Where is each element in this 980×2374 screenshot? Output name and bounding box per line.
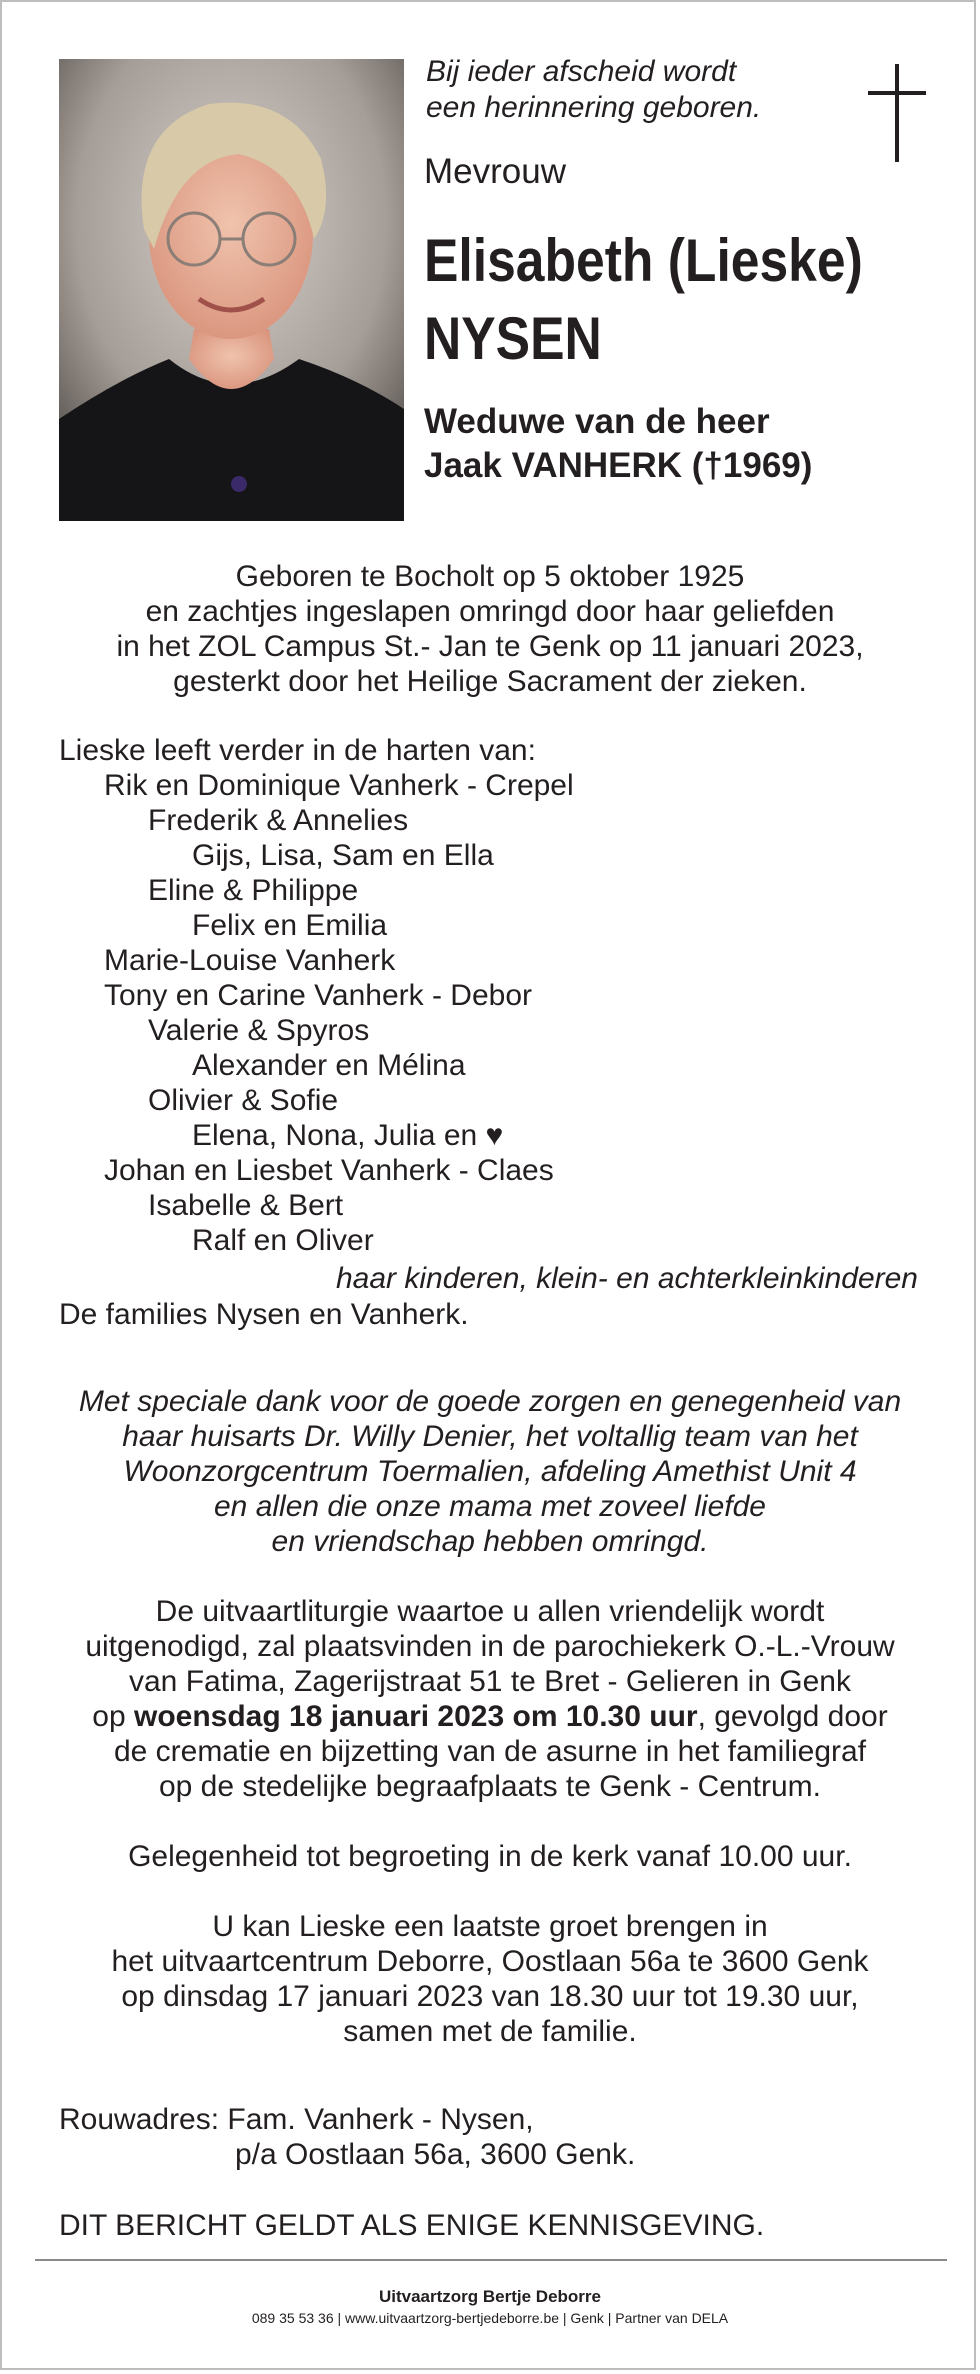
- family-member: Frederik & Annelies: [148, 804, 409, 837]
- family-member: Valerie & Spyros: [148, 1014, 370, 1047]
- funeral-info: De uitvaartliturgie waartoe u allen vriendelijk wordt uitgenodigd, zal plaatsvinden in de parochiekerk O.-L.-Vrouw van Fatima, Zagerijstraat 51 te Bret - Gelieren in Genk op woensdag 18 januari 2023 om 10.30 uur, gevolgd door de crematie en bijzetting van de asurne in het familiegraf op de stedelijke begraafplaats te Genk - Centrum.: [85, 1595, 895, 1803]
- family-member: Alexander en Mélina: [192, 1049, 466, 1082]
- funeral-home-contact: 089 35 53 36 | www.uitvaartzorg-bertjedeborre.be | Genk | Partner van DELA: [251, 2310, 729, 2326]
- family-member: Felix en Emilia: [192, 909, 388, 942]
- funeral-date: woensdag 18 januari 2023 om 10.30 uur: [134, 1700, 698, 1733]
- family-member: Rik en Dominique Vanherk - Crepel: [104, 769, 574, 802]
- family-member: Eline & Philippe: [148, 874, 359, 907]
- widow-of: Weduwe van de heer Jaak VANHERK (†1969): [424, 402, 813, 485]
- visit-info: Gelegenheid tot begroeting in de kerk vanaf 10.00 uur.: [128, 1840, 852, 1873]
- family-member: Elena, Nona, Julia en ♥: [192, 1119, 504, 1152]
- farewell-info: U kan Lieske een laatste groet brengen in het uitvaartcentrum Deborre, Oostlaan 56a te 3600 Genk op dinsdag 17 januari 2023 van 18.30 uur tot 19.30 uur, samen met de familie.: [111, 1910, 869, 2048]
- funeral-home-name: Uitvaartzorg Bertje Deborre: [378, 2287, 601, 2306]
- hearts-heading: Lieske leeft verder in de harten van:: [59, 734, 536, 767]
- family-member: Ralf en Oliver: [192, 1224, 374, 1257]
- honorific: Mevrouw: [424, 152, 566, 191]
- cross-icon: [868, 64, 926, 162]
- mourning-address: Rouwadres: Fam. Vanherk - Nysen, p/a Oostlaan 56a, 3600 Genk.: [59, 2103, 636, 2171]
- deceased-name: Elisabeth (Lieske) NYSEN: [424, 227, 863, 372]
- quote-text: Bij ieder afscheid wordt een herinnering geboren.: [426, 55, 762, 124]
- families-line: De families Nysen en Vanherk.: [59, 1298, 469, 1331]
- family-member: Gijs, Lisa, Sam en Ella: [192, 839, 494, 872]
- family-member: Johan en Liesbet Vanherk - Claes: [104, 1154, 554, 1187]
- family-member: Marie-Louise Vanherk: [104, 944, 396, 977]
- family-member: Olivier & Sofie: [148, 1084, 339, 1117]
- portrait-photo: [59, 59, 404, 521]
- thanks-text: Met speciale dank voor de goede zorgen en genegenheid van haar huisarts Dr. Willy Denier, het voltallig team van het Woonzorgcentrum Toermalien, afdeling Amethist Unit 4 en allen die onze mama met zoveel liefde en vriendschap hebben omringd.: [78, 1385, 902, 1558]
- family-member: Tony en Carine Vanherk - Debor: [104, 979, 532, 1012]
- notice-text: DIT BERICHT GELDT ALS ENIGE KENNISGEVING.: [59, 2209, 765, 2242]
- footer-divider: [35, 2259, 947, 2261]
- family-member: Isabelle & Bert: [148, 1189, 344, 1222]
- birth-death-info: Geboren te Bocholt op 5 oktober 1925 en zachtjes ingeslapen omringd door haar geliefden in het ZOL Campus St.- Jan te Genk op 11 januari 2023, gesterkt door het Heilige Sacrament der zieken.: [116, 560, 864, 698]
- relation-caption: haar kinderen, klein- en achterkleinkinderen: [335, 1262, 918, 1295]
